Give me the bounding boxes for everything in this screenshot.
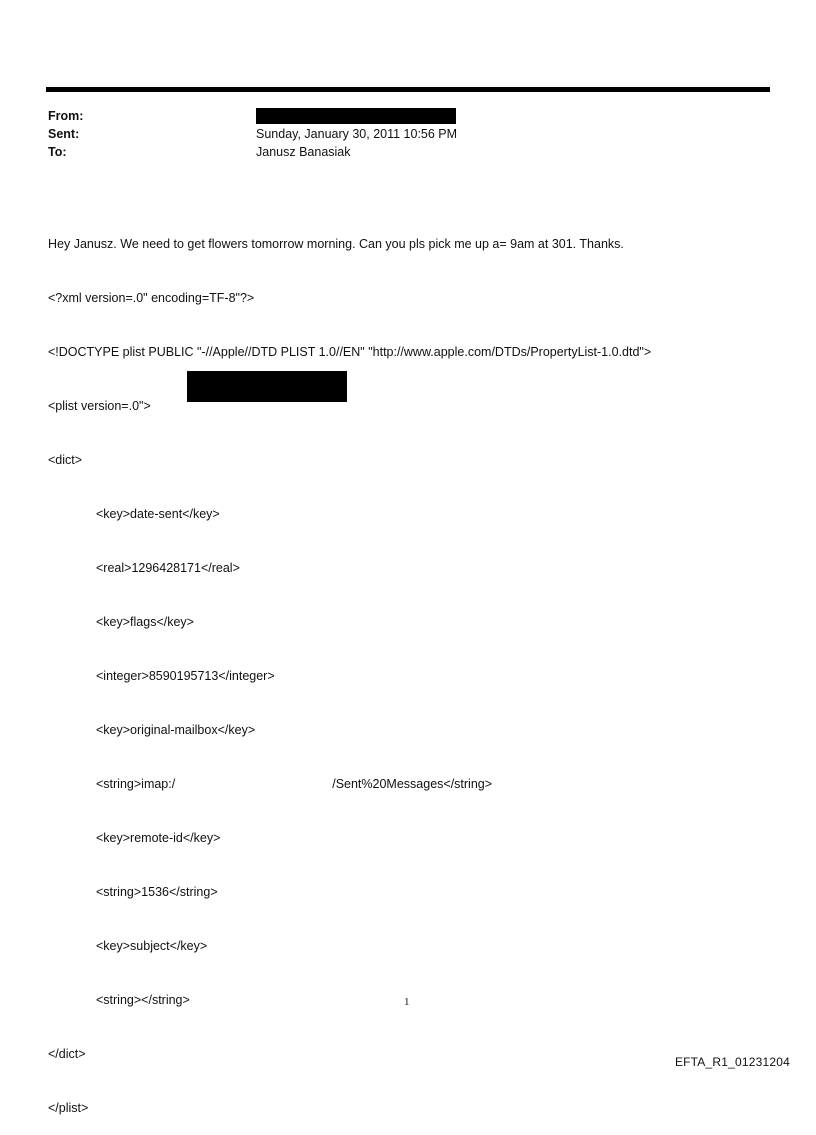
message-text: Hey Janusz. We need to get flowers tomorrow morning. Can you pls pick me up a= 9am at 301. Thanks. xyxy=(48,237,624,251)
plist-entry: <string></string> xyxy=(96,993,190,1007)
imap-suffix: /Sent%20Messages</string> xyxy=(332,777,493,791)
plist-entry: <key>date-sent</key> xyxy=(96,507,220,521)
from-label: From: xyxy=(48,109,84,123)
plist-entry: <key>remote-id</key> xyxy=(96,831,221,845)
doctype-line: <!DOCTYPE plist PUBLIC "-//Apple//DTD PLIST 1.0//EN" "http://www.apple.com/DTDs/PropertyList-1.0.dtd"> xyxy=(48,345,652,359)
email-body xyxy=(48,199,651,1135)
xml-declaration: <?xml version=.0" encoding=TF-8"?> xyxy=(48,291,255,305)
redaction-box-from xyxy=(256,108,456,124)
plist-entry: <real>1296428171</real> xyxy=(96,561,240,575)
to-label: To: xyxy=(48,145,67,159)
sent-label: Sent: xyxy=(48,127,80,141)
plist-entry: <key>flags</key> xyxy=(96,615,194,629)
plist-close: </plist> xyxy=(48,1101,89,1115)
header-divider xyxy=(46,87,770,92)
imap-prefix: <string>imap:/ xyxy=(96,777,176,791)
page-number: 1 xyxy=(404,996,410,1008)
sent-value: Sunday, January 30, 2011 10:56 PM xyxy=(256,127,458,141)
redaction-box-imap xyxy=(187,371,347,402)
plist-entry-imap xyxy=(48,775,651,793)
plist-entry: <integer>8590195713</integer> xyxy=(96,669,275,683)
dict-close: </dict> xyxy=(48,1047,86,1061)
plist-entry: <string>1536</string> xyxy=(96,885,218,899)
plist-entry: <key>subject</key> xyxy=(96,939,208,953)
plist-entry: <key>original-mailbox</key> xyxy=(96,723,256,737)
dict-open: <dict> xyxy=(48,453,83,467)
to-value: Janusz Banasiak xyxy=(256,145,351,159)
bates-number: EFTA_R1_01231204 xyxy=(674,1055,790,1069)
plist-open: <plist version=.0"> xyxy=(48,399,151,413)
